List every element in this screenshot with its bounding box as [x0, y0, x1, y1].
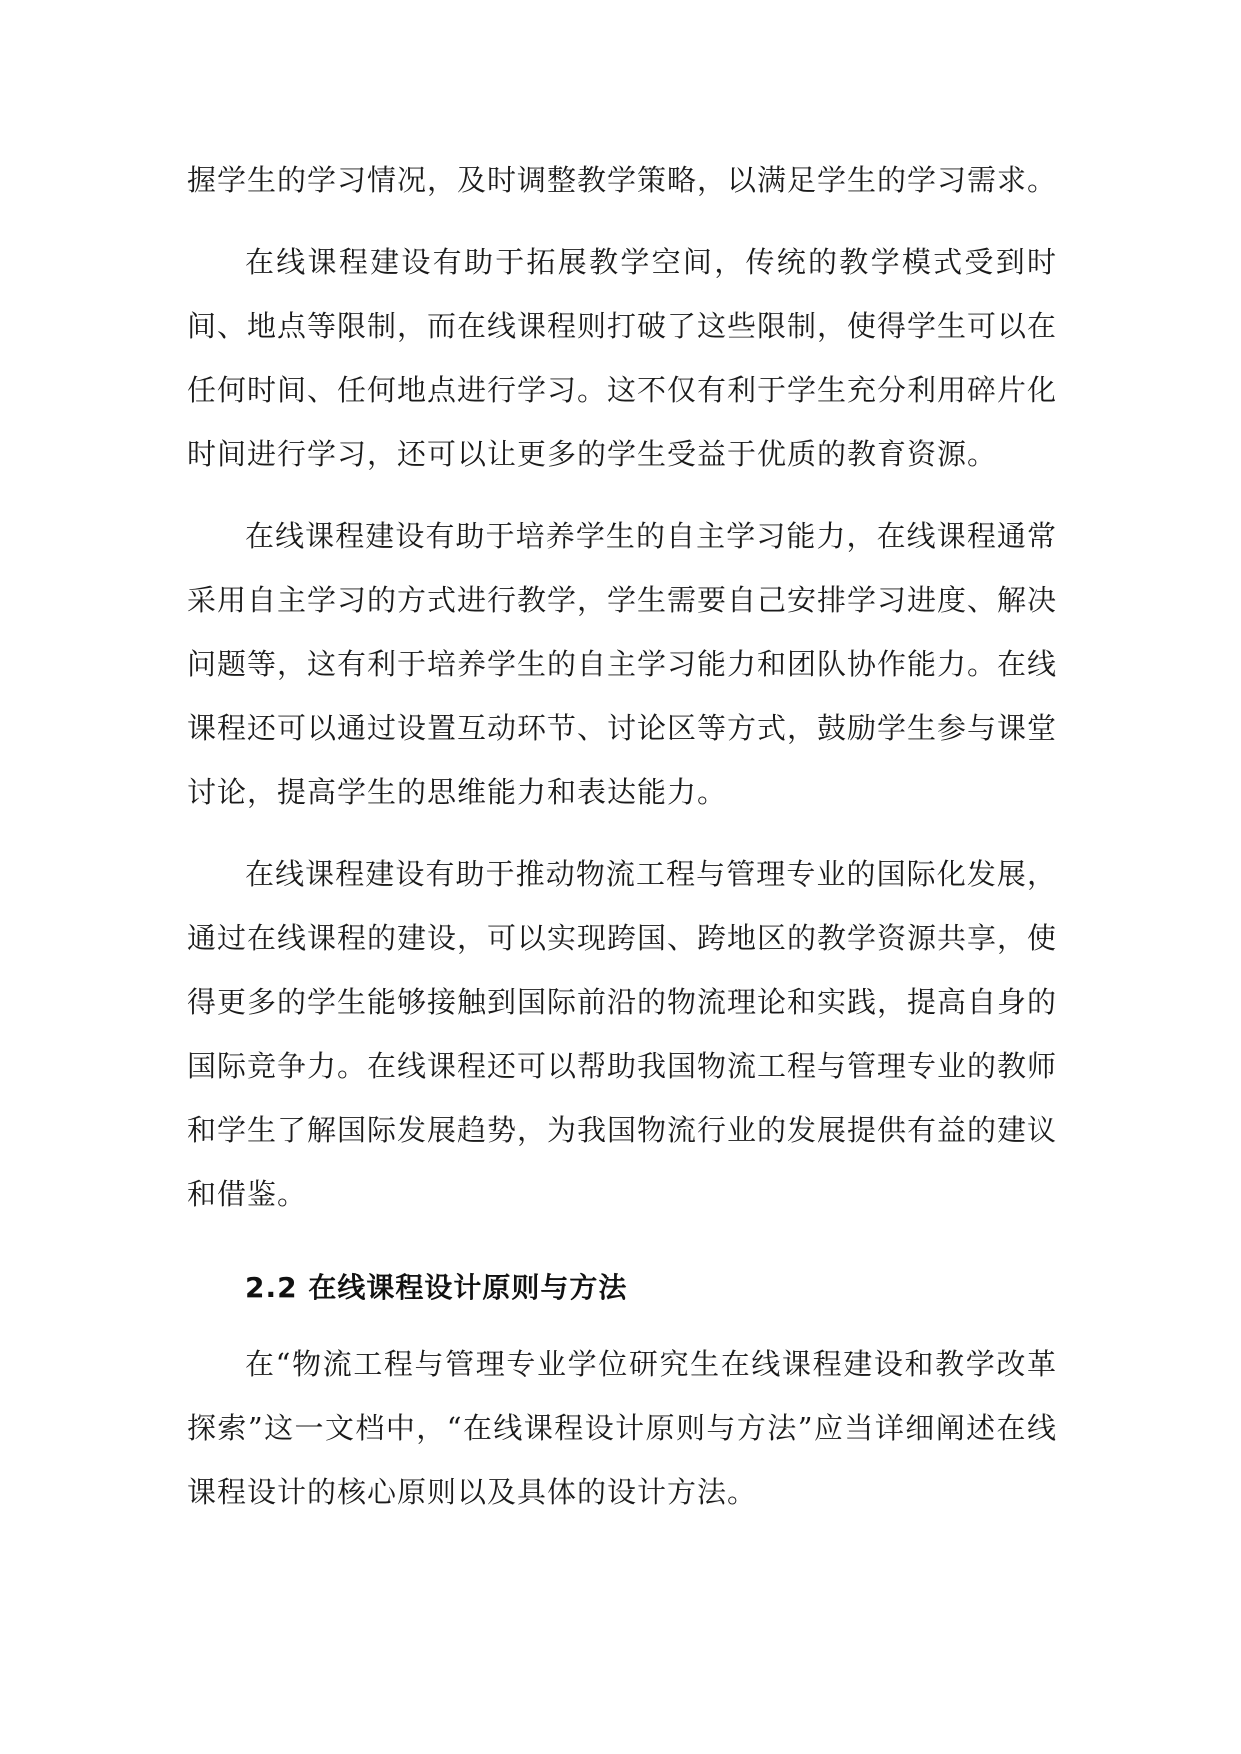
- paragraph-design-principles: 在“物流工程与管理专业学位研究生在线课程建设和教学改革探索”这一文档中，“在线课程设计原则与方法”应当详细阐述在线课程设计的核心原则以及具体的设计方法。: [187, 1347, 1057, 1509]
- paragraph-teaching-space: 在线课程建设有助于拓展教学空间，传统的教学模式受到时间、地点等限制，而在线课程则打破了这些限制，使得学生可以在任何时间、任何地点进行学习。这不仅有利于学生充分利用碎片化时间进行学习，还可以让更多的学生受益于优质的教育资源。: [187, 245, 1058, 471]
- paragraph-self-learning: 在线课程建设有助于培养学生的自主学习能力，在线课程通常采用自主学习的方式进行教学，学生需要自己安排学习进度、解决问题等，这有利于培养学生的自主学习能力和团队协作能力。在线课程还可以通过设置互动环节、讨论区等方式，鼓励学生参与课堂讨论，提高学生的思维能力和表达能力。: [187, 519, 1058, 809]
- section-heading: 2.2 在线课程设计原则与方法: [245, 1271, 628, 1304]
- document-body: [187, 148, 1057, 1542]
- paragraph-continuation: 握学生的学习情况，及时调整教学策略，以满足学生的学习需求。: [187, 163, 1058, 197]
- paragraph-internationalization: 在线课程建设有助于推动物流工程与管理专业的国际化发展，通过在线课程的建设，可以实现跨国、跨地区的教学资源共享，使得更多的学生能够接触到国际前沿的物流理论和实践，提高自身的国际竞争力。在线课程还可以帮助我国物流工程与管理专业的教师和学生了解国际发展趋势，为我国物流行业的发展提供有益的建议和借鉴。: [187, 857, 1058, 1211]
